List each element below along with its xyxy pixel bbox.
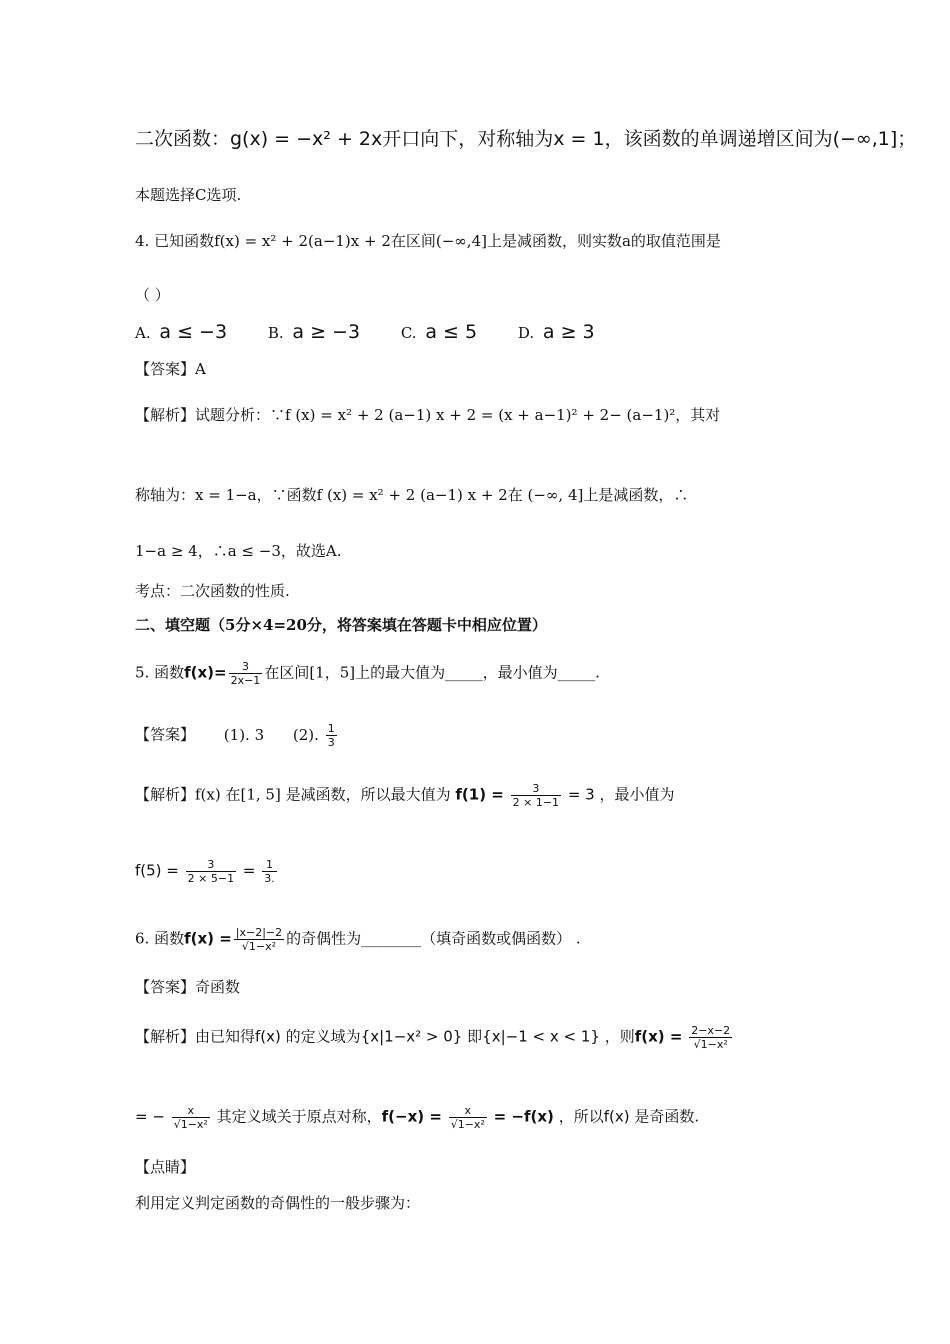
q5-analysis-pre: 【解析】f(x) 在[1, 5] 是减函数，所以最大值为	[135, 785, 451, 804]
q6-fx-2: f(x)	[603, 1107, 630, 1126]
text-line-2: 本题选择C选项.	[135, 186, 242, 204]
q5-f1-num: 3	[511, 782, 561, 796]
text-line-1: 二次函数：g(x) = −x² + 2x开口向下，对称轴为x = 1，该函数的单调递增区间为(−∞,1]；	[135, 128, 917, 150]
q6-fraction-4	[449, 1104, 487, 1131]
q5-post: 在区间[1，5]上的最大值为_____，最小值为_____.	[264, 663, 600, 682]
q6-eq-neg-f: = −f(x)	[493, 1107, 554, 1126]
q5-analysis-2	[135, 858, 279, 885]
q6-fneg: f(−x) =	[381, 1107, 442, 1126]
q6-analysis-2c: 是奇函数.	[634, 1107, 700, 1126]
q5-answer-fraction	[326, 722, 337, 749]
q5-f5-fraction	[186, 858, 236, 885]
q5-fraction	[229, 660, 263, 687]
q6-den-4: √1−x²	[450, 1118, 485, 1131]
q6-analysis-1a: 【解析】由已知得	[135, 1027, 256, 1046]
q4-analysis-3: 1−a ≥ 4，∴a ≤ −3，故选A.	[135, 542, 342, 560]
q5-answer	[135, 722, 339, 749]
q5-f5-result-den: 3.	[264, 872, 275, 885]
q4-paren: （ ）	[135, 286, 170, 304]
q5-f5: f(5) =	[135, 861, 179, 880]
q6-num: |x−2|−2	[235, 926, 283, 939]
q5-num: 3	[229, 660, 263, 674]
q5-pre: 5. 函数	[135, 663, 185, 682]
option-d-value: a ≥ 3	[542, 321, 595, 343]
q5-answer-den: 3	[327, 736, 335, 749]
option-a-label: A.	[135, 324, 151, 342]
q6-analysis-1d: ，则	[604, 1027, 635, 1046]
q6-stem	[135, 926, 581, 953]
q4-analysis-1: 【解析】试题分析：∵f (x) = x² + 2 (a−1) x + 2 = (x + a−1)² + 2− (a−1)²，其对	[135, 406, 721, 424]
q6-analysis-2	[135, 1104, 699, 1131]
q6-f: f(x) =	[184, 929, 232, 948]
q6-fraction-3	[172, 1104, 210, 1131]
q6-num-2: 2−x−2	[691, 1024, 731, 1037]
q5-answer-1: (1). 3	[223, 725, 265, 744]
q5-f1-den: 2 × 1−1	[512, 796, 560, 809]
q6-post: 的奇偶性为________（填奇函数或偶函数） .	[286, 929, 581, 948]
q6-fraction-2	[689, 1024, 732, 1051]
q5-analysis-1	[135, 782, 675, 809]
q5-f5-result-num: 1	[262, 858, 277, 872]
q5-den: 2x−1	[230, 674, 261, 687]
q6-answer: 【答案】奇函数	[135, 978, 241, 996]
section-heading: 二、填空题（5分×4=20分，将答案填在答题卡中相应位置）	[135, 616, 547, 634]
option-a-value: a ≤ −3	[159, 321, 228, 343]
q6-f2: f(x) =	[634, 1027, 683, 1046]
q5-stem	[135, 660, 600, 687]
q6-domain-2: {x|−1 < x < 1}	[482, 1027, 600, 1046]
q4-analysis-2: 称轴为：x = 1−a，∵函数f (x) = x² + 2 (a−1) x + 2在 (−∞, 4]上是减函数，∴	[135, 486, 689, 504]
q6-pre: 6. 函数	[135, 929, 185, 948]
option-b-value: a ≥ −3	[292, 321, 361, 343]
q5-f5-result	[262, 858, 277, 885]
last-line: 利用定义判定函数的奇偶性的一般步骤为：	[135, 1194, 421, 1212]
q6-den: √1−x²	[241, 940, 277, 953]
q5-f5-den: 2 × 5−1	[187, 872, 235, 885]
option-b-label: B.	[267, 324, 284, 342]
q4-point: 考点：二次函数的性质.	[135, 582, 290, 600]
q5-answer-label: 【答案】	[135, 725, 196, 744]
q5-f1: f(1) =	[455, 785, 504, 804]
q5-f5-eq: =	[242, 861, 256, 880]
q6-num-4: x	[449, 1104, 487, 1118]
q6-den-3: √1−x²	[173, 1118, 208, 1131]
option-c-value: a ≤ 5	[425, 321, 478, 343]
q6-analysis-2b: ，所以	[558, 1107, 604, 1126]
q6-den-2: √1−x²	[693, 1038, 728, 1051]
q5-f: f(x)=	[184, 663, 227, 682]
q5-analysis-post: ，最小值为	[599, 785, 675, 804]
option-c-label: C.	[400, 324, 417, 342]
q5-answer-2: (2).	[292, 725, 319, 744]
option-d-label: D.	[517, 324, 535, 342]
q6-analysis-1c: 即	[467, 1027, 483, 1046]
q4-options	[135, 321, 595, 344]
dianjing-label: 【点睛】	[135, 1158, 196, 1176]
q6-num-3: x	[172, 1104, 210, 1118]
q6-fraction	[234, 926, 284, 953]
q5-f1-eq: = 3	[567, 785, 595, 804]
q5-answer-num: 1	[327, 722, 335, 735]
q6-analysis-1	[135, 1024, 734, 1051]
q5-f5-num: 3	[186, 858, 236, 872]
q5-f1-fraction	[511, 782, 561, 809]
q6-domain-1: {x|1−x² > 0}	[360, 1027, 463, 1046]
q6-fx: f(x)	[255, 1027, 281, 1046]
q4-answer: 【答案】A	[135, 360, 206, 378]
q4-stem: 4. 已知函数f(x) = x² + 2(a−1)x + 2在区间(−∞,4]上是减函数，则实数a的取值范围是	[135, 232, 721, 250]
q6-eq-minus: = −	[135, 1107, 165, 1126]
q6-analysis-1b: 的定义域为	[285, 1027, 361, 1046]
q6-analysis-2a: 其定义域关于原点对称，	[216, 1107, 382, 1126]
